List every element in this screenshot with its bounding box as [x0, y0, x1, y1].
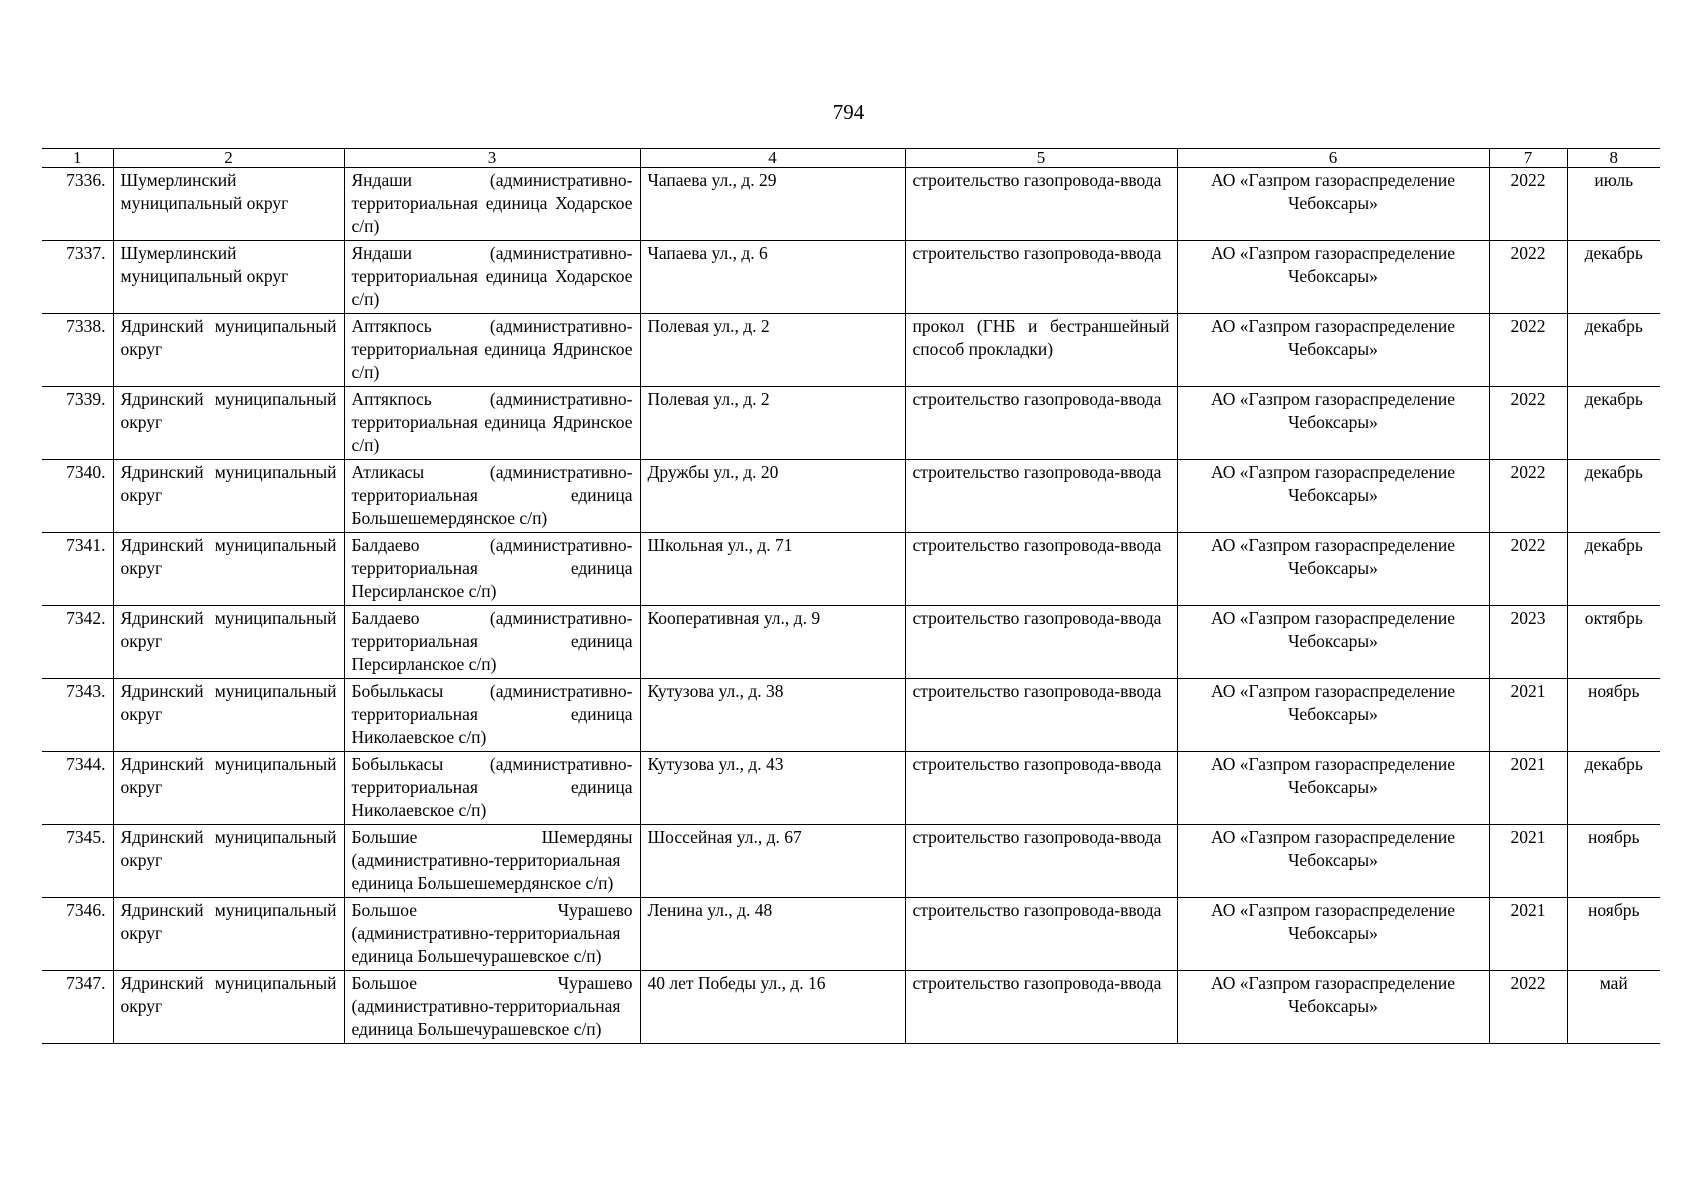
- row-number-cell: 7343.: [42, 679, 113, 752]
- locality-cell: Большое Чурашево (административно-территориальная единица Большечурашевское с/п): [344, 971, 640, 1044]
- row-number-cell: 7344.: [42, 752, 113, 825]
- page-number: 794: [832, 100, 865, 124]
- row-number-cell: 7347.: [42, 971, 113, 1044]
- month-cell: декабрь: [1567, 533, 1660, 606]
- address-cell: Чапаева ул., д. 29: [640, 168, 905, 241]
- district-cell: Шумерлинский муниципальный округ: [113, 241, 344, 314]
- month-cell: ноябрь: [1567, 825, 1660, 898]
- table-row: [42, 606, 1660, 679]
- address-cell: Кутузова ул., д. 43: [640, 752, 905, 825]
- locality-cell: Балдаево (административно-территориальная единица Персирланское с/п): [344, 533, 640, 606]
- column-header: 7: [1489, 149, 1567, 168]
- address-cell: 40 лет Победы ул., д. 16: [640, 971, 905, 1044]
- table-row: [42, 460, 1660, 533]
- district-cell: Ядринский муниципальный округ: [113, 679, 344, 752]
- locality-cell: Аптякпось (административно-территориальная единица Ядринское с/п): [344, 387, 640, 460]
- year-cell: 2022: [1489, 314, 1567, 387]
- work-type-cell: строительство газопровода-ввода: [905, 460, 1177, 533]
- address-cell: Полевая ул., д. 2: [640, 314, 905, 387]
- locality-cell: Яндаши (административно-территориальная единица Ходарское с/п): [344, 241, 640, 314]
- organization-cell: АО «Газпром газораспределение Чебоксары»: [1177, 241, 1489, 314]
- column-header: 2: [113, 149, 344, 168]
- organization-cell: АО «Газпром газораспределение Чебоксары»: [1177, 533, 1489, 606]
- year-cell: 2021: [1489, 679, 1567, 752]
- table-row: [42, 679, 1660, 752]
- data-table: [42, 148, 1660, 1044]
- table-row: [42, 752, 1660, 825]
- organization-cell: АО «Газпром газораспределение Чебоксары»: [1177, 752, 1489, 825]
- locality-cell: Балдаево (административно-территориальная единица Персирланское с/п): [344, 606, 640, 679]
- column-header: 8: [1567, 149, 1660, 168]
- locality-cell: Большие Шемердяны (административно-территориальная единица Большешемердянское с/п): [344, 825, 640, 898]
- table-row: [42, 387, 1660, 460]
- locality-cell: Бобылькасы (административно-территориальная единица Николаевское с/п): [344, 752, 640, 825]
- table-body: [42, 168, 1660, 1044]
- table-row: [42, 241, 1660, 314]
- table-row: [42, 971, 1660, 1044]
- work-type-cell: строительство газопровода-ввода: [905, 533, 1177, 606]
- month-cell: декабрь: [1567, 387, 1660, 460]
- address-cell: Кооперативная ул., д. 9: [640, 606, 905, 679]
- work-type-cell: строительство газопровода-ввода: [905, 679, 1177, 752]
- district-cell: Ядринский муниципальный округ: [113, 533, 344, 606]
- district-cell: Ядринский муниципальный округ: [113, 387, 344, 460]
- district-cell: Ядринский муниципальный округ: [113, 898, 344, 971]
- work-type-cell: строительство газопровода-ввода: [905, 241, 1177, 314]
- month-cell: декабрь: [1567, 314, 1660, 387]
- year-cell: 2023: [1489, 606, 1567, 679]
- organization-cell: АО «Газпром газораспределение Чебоксары»: [1177, 825, 1489, 898]
- year-cell: 2022: [1489, 971, 1567, 1044]
- address-cell: Кутузова ул., д. 38: [640, 679, 905, 752]
- district-cell: Ядринский муниципальный округ: [113, 460, 344, 533]
- row-number-cell: 7337.: [42, 241, 113, 314]
- row-number-cell: 7336.: [42, 168, 113, 241]
- work-type-cell: строительство газопровода-ввода: [905, 606, 1177, 679]
- table-row: [42, 898, 1660, 971]
- column-header: 4: [640, 149, 905, 168]
- address-cell: Шоссейная ул., д. 67: [640, 825, 905, 898]
- district-cell: Ядринский муниципальный округ: [113, 606, 344, 679]
- work-type-cell: строительство газопровода-ввода: [905, 387, 1177, 460]
- month-cell: декабрь: [1567, 241, 1660, 314]
- address-cell: Чапаева ул., д. 6: [640, 241, 905, 314]
- organization-cell: АО «Газпром газораспределение Чебоксары»: [1177, 387, 1489, 460]
- address-cell: Школьная ул., д. 71: [640, 533, 905, 606]
- row-number-cell: 7338.: [42, 314, 113, 387]
- row-number-cell: 7339.: [42, 387, 113, 460]
- year-cell: 2021: [1489, 898, 1567, 971]
- column-header: 5: [905, 149, 1177, 168]
- organization-cell: АО «Газпром газораспределение Чебоксары»: [1177, 898, 1489, 971]
- organization-cell: АО «Газпром газораспределение Чебоксары»: [1177, 314, 1489, 387]
- year-cell: 2022: [1489, 387, 1567, 460]
- locality-cell: Бобылькасы (административно-территориальная единица Николаевское с/п): [344, 679, 640, 752]
- year-cell: 2022: [1489, 533, 1567, 606]
- year-cell: 2022: [1489, 241, 1567, 314]
- month-cell: декабрь: [1567, 752, 1660, 825]
- work-type-cell: строительство газопровода-ввода: [905, 825, 1177, 898]
- year-cell: 2022: [1489, 168, 1567, 241]
- month-cell: ноябрь: [1567, 898, 1660, 971]
- column-header: 6: [1177, 149, 1489, 168]
- table-row: [42, 533, 1660, 606]
- month-cell: декабрь: [1567, 460, 1660, 533]
- year-cell: 2022: [1489, 460, 1567, 533]
- month-cell: ноябрь: [1567, 679, 1660, 752]
- organization-cell: АО «Газпром газораспределение Чебоксары»: [1177, 971, 1489, 1044]
- locality-cell: Яндаши (административно-территориальная единица Ходарское с/п): [344, 168, 640, 241]
- organization-cell: АО «Газпром газораспределение Чебоксары»: [1177, 460, 1489, 533]
- organization-cell: АО «Газпром газораспределение Чебоксары»: [1177, 606, 1489, 679]
- year-cell: 2021: [1489, 825, 1567, 898]
- work-type-cell: строительство газопровода-ввода: [905, 971, 1177, 1044]
- locality-cell: Атликасы (административно-территориальная единица Большешемердянское с/п): [344, 460, 640, 533]
- district-cell: Шумерлинский муниципальный округ: [113, 168, 344, 241]
- table-row: [42, 314, 1660, 387]
- work-type-cell: строительство газопровода-ввода: [905, 168, 1177, 241]
- work-type-cell: строительство газопровода-ввода: [905, 898, 1177, 971]
- table-row: [42, 825, 1660, 898]
- table-header-row: [42, 149, 1660, 168]
- district-cell: Ядринский муниципальный округ: [113, 825, 344, 898]
- work-type-cell: строительство газопровода-ввода: [905, 752, 1177, 825]
- row-number-cell: 7345.: [42, 825, 113, 898]
- row-number-cell: 7342.: [42, 606, 113, 679]
- district-cell: Ядринский муниципальный округ: [113, 971, 344, 1044]
- year-cell: 2021: [1489, 752, 1567, 825]
- locality-cell: Аптякпось (административно-территориальная единица Ядринское с/п): [344, 314, 640, 387]
- column-header: 3: [344, 149, 640, 168]
- month-cell: октябрь: [1567, 606, 1660, 679]
- address-cell: Полевая ул., д. 2: [640, 387, 905, 460]
- locality-cell: Большое Чурашево (административно-территориальная единица Большечурашевское с/п): [344, 898, 640, 971]
- row-number-cell: 7341.: [42, 533, 113, 606]
- row-number-cell: 7340.: [42, 460, 113, 533]
- district-cell: Ядринский муниципальный округ: [113, 752, 344, 825]
- address-cell: Ленина ул., д. 48: [640, 898, 905, 971]
- district-cell: Ядринский муниципальный округ: [113, 314, 344, 387]
- organization-cell: АО «Газпром газораспределение Чебоксары»: [1177, 679, 1489, 752]
- table-row: [42, 168, 1660, 241]
- column-header: 1: [42, 149, 113, 168]
- month-cell: июль: [1567, 168, 1660, 241]
- address-cell: Дружбы ул., д. 20: [640, 460, 905, 533]
- work-type-cell: прокол (ГНБ и бестраншейный способ прокладки): [905, 314, 1177, 387]
- row-number-cell: 7346.: [42, 898, 113, 971]
- organization-cell: АО «Газпром газораспределение Чебоксары»: [1177, 168, 1489, 241]
- month-cell: май: [1567, 971, 1660, 1044]
